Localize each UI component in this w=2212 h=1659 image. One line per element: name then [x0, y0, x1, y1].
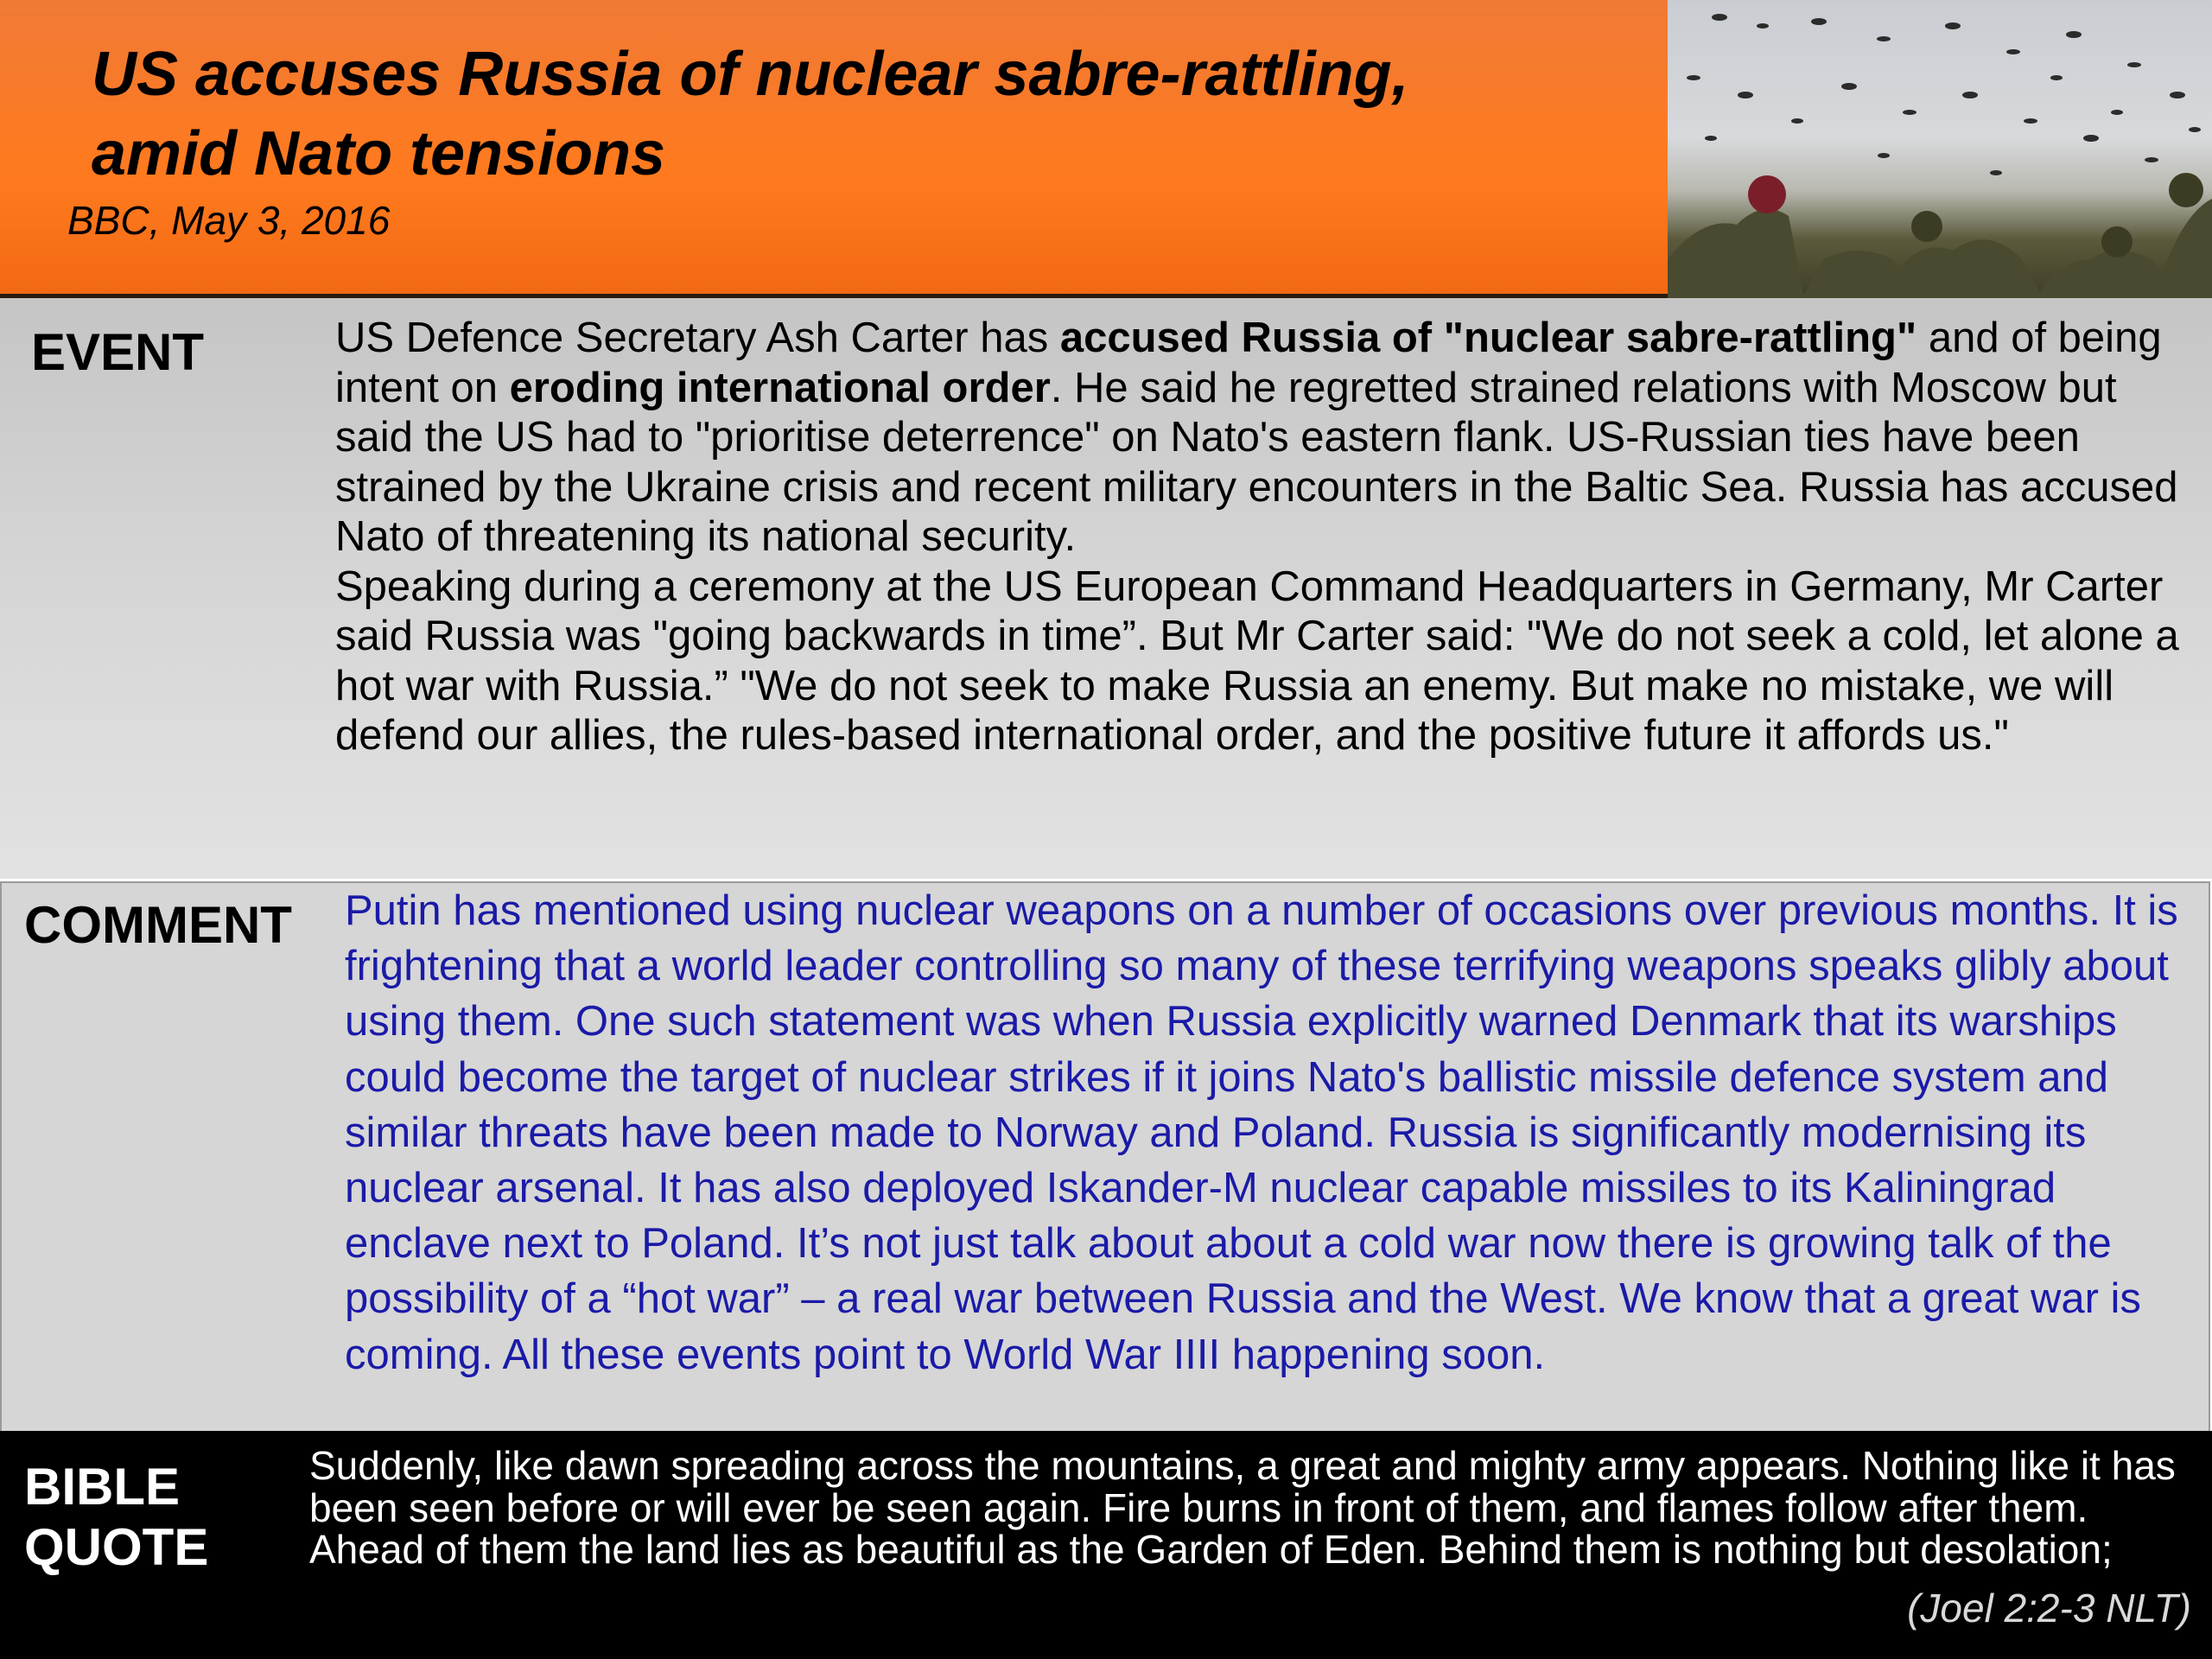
comment-text: Putin has mentioned using nuclear weapons on a number of occasions over previous months. It is frightening that a world leader controlling so many of these terrifying weapons speaks glibly about using them. One such statement was when Russia explicitly warned Denmark that its warships could become the target of nuclear strikes if it joins Nato's ballistic missile defence system and similar threats have been made to Norway and Poland. Russia is significantly modernising its nuclear arsenal. It has also deployed Iskander-M nuclear capable missiles to its Kaliningrad enclave next to Poland. It’s not just talk about about a cold war now there is growing talk of the possibility of a “hot war” – a real war between Russia and the West. We know that a great war is coming. All these events point to World War IIII happening soon.: [345, 887, 2178, 1378]
bible-quote-text: Suddenly, like dawn spreading across the mountains, a great and mighty army appears. Nothing like it has been seen before or will ever be seen again. Fire burns in front of them, and flames follow after them. Ahead of them the land lies as beautiful as the Garden of Eden. Behind them is nothing but desolation;: [309, 1443, 2176, 1572]
comment-label: COMMENT: [24, 896, 292, 954]
bible-quote-reference: (Joel 2:2-3 NLT): [1907, 1586, 2191, 1630]
comment-section: [0, 881, 2210, 1431]
bible-quote-section: [0, 1431, 2212, 1659]
title-line-2: amid Nato tensions: [92, 119, 666, 188]
event-label: EVENT: [31, 323, 205, 381]
bible-quote-label: [24, 1457, 208, 1578]
bible-quote-label-line-2: QUOTE: [24, 1518, 209, 1576]
event-text-part-c: . He said he regretted strained relations with Moscow but said the US had to "prioritise deterrence" on Nato's eastern flank. US-Russian ties have been strained by the Ukraine crisis and recent military encounters in the Baltic Sea. Russia has accused Nato of threatening its national security.: [335, 364, 2178, 560]
event-highlight-1: accused Russia of "nuclear sabre-rattling": [1059, 315, 1917, 361]
event-paragraph-1: [335, 314, 2184, 563]
event-text-part-a: US Defence Secretary Ash Carter has: [335, 315, 1060, 361]
event-section: [0, 298, 2212, 879]
photo-illustration: [1668, 0, 2212, 307]
parachutes: [1687, 14, 2201, 175]
page-title: [92, 35, 1647, 194]
bible-quote-label-line-1: BIBLE: [24, 1458, 180, 1516]
source-citation: BBC, May 3, 2016: [67, 198, 391, 243]
title-line-1: US accuses Russia of nuclear sabre-rattling,: [92, 40, 1409, 109]
event-highlight-2: eroding international order: [509, 364, 1051, 411]
title-banner: [0, 0, 1668, 294]
event-text: [335, 314, 2184, 761]
event-text-part-b: and of being intent on: [335, 315, 2162, 411]
event-paragraph-2: Speaking during a ceremony at the US European Command Headquarters in Germany, Mr Carter said Russia was "going backwards in time”. But Mr Carter said: "We do not seek a cold, let alone a hot war with Russia.” "We do not seek to make Russia an enemy. But make no mistake, we will defend our allies, the rules-based international order, and the positive future it affords us.": [335, 563, 2179, 759]
paratroopers-photo: [1668, 0, 2212, 307]
soldiers: [1668, 173, 2212, 307]
